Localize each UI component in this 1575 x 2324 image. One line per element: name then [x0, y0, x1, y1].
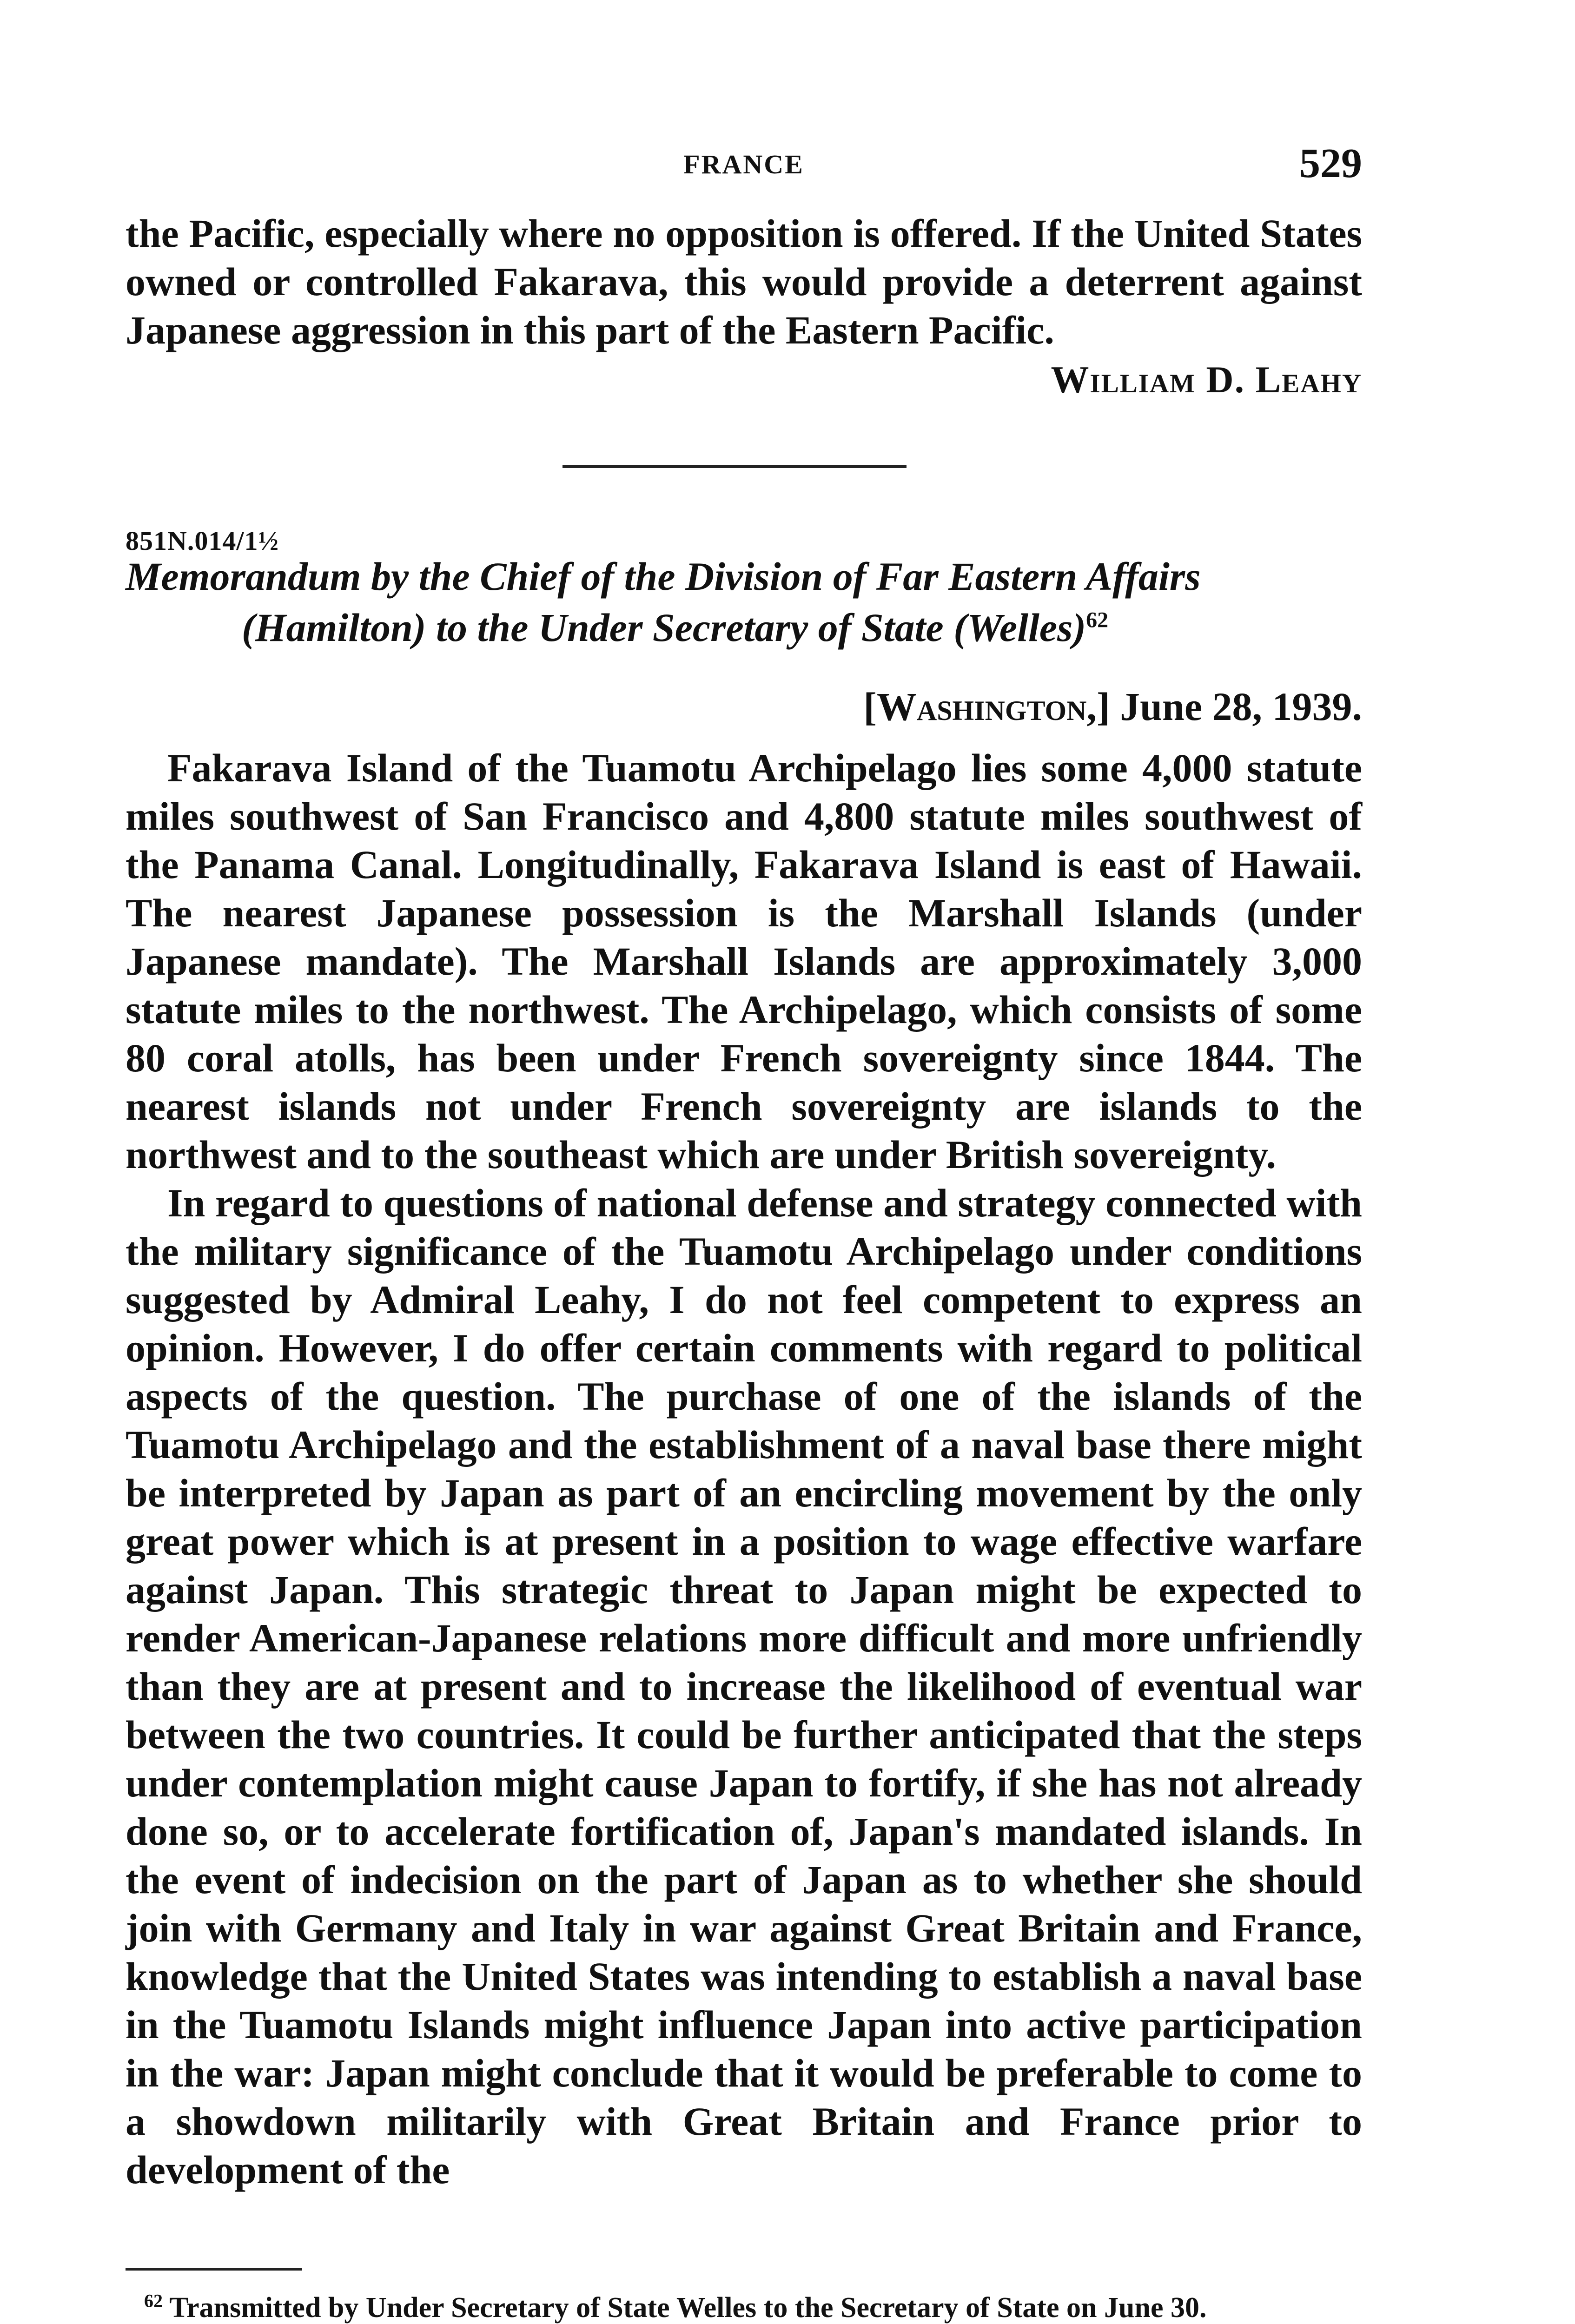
file-number: 851N.014/1½ [126, 526, 279, 556]
heading-line-2-text: (Hamilton) to the Under Secretary of State (Welles) [242, 605, 1086, 650]
memorandum-heading [126, 551, 1362, 653]
dateline-place: [Washington,] [863, 684, 1110, 729]
footnote-mark: 62 [144, 2290, 163, 2311]
section-divider [562, 465, 907, 468]
footnote-rule [126, 2268, 302, 2271]
continuation-paragraph: the Pacific, especially where no opposition is offered. If the United States owned or controlled Fakarava, this would provide a deterrent against Japanese aggression in this part of the Eastern Pacific. [126, 211, 1362, 352]
heading-line-2 [126, 602, 1362, 653]
running-title: FRANCE [683, 149, 804, 179]
footnote-text: Transmitted by Under Secretary of State Welles to the Secretary of State on June 30. [169, 2292, 1207, 2324]
dateline-date: June 28, 1939. [1120, 684, 1362, 729]
signature: William D. Leahy [1051, 358, 1362, 401]
body-paragraph-1: Fakarava Island of the Tuamotu Archipelago lies some 4,000 statute miles southwest of San Francisco and 4,800 statute miles southwest of the Panama Canal. Longitudinally, Fakarava Island is east of Hawaii. The nearest Japanese possession is the Marshall Islands (under Japanese mandate). The Marshall Islands are approximately 3,000 statute miles to the northwest. The Archipelago, which consists of some 80 coral atolls, has been under French sovereignty since 1844. The nearest islands not under French sovereignty are islands to the northwest and to the southeast which are under British sovereignty. [126, 746, 1362, 1177]
dateline [863, 683, 1362, 730]
page-number: 529 [1299, 140, 1362, 186]
body-paragraph-2: In regard to questions of national defense and strategy connected with the military significance of the Tuamotu Archipelago under conditions suggested by Admiral Leahy, I do not feel competent to express an opinion. However, I do offer certain comments with regard to political aspects of the question. The purchase of one of the islands of the Tuamotu Archipelago and the establishment of a naval base there might be interpreted by Japan as part of an encircling movement by the only great power which is at present in a position to wage effective warfare against Japan. This strategic threat to Japan might be expected to render American-Japanese relations more difficult and more unfriendly than they are at present and to increase the likelihood of eventual war between the two countries. It could be further anticipated that the steps under contemplation might cause Japan to fortify, if she has not already done so, or to accelerate fortification of, Japan's mandated islands. In the event of indecision on the part of Japan as to whether she should join with Germany and Italy in war against Great Britain and France, knowledge that the United States was intending to establish a naval base in the Tuamotu Islands might influence Japan into active participation in the war: Japan might conclude that it would be preferable to come to a showdown militarily with Great Britain and France prior to development of the [126, 1181, 1362, 2192]
footnote [126, 2289, 1362, 2324]
heading-line-1: Memorandum by the Chief of the Division of Far Eastern Affairs [126, 554, 1201, 599]
running-head [126, 139, 1362, 191]
footnote-reference: 62 [1086, 607, 1109, 633]
memorandum-body [126, 744, 1362, 2194]
